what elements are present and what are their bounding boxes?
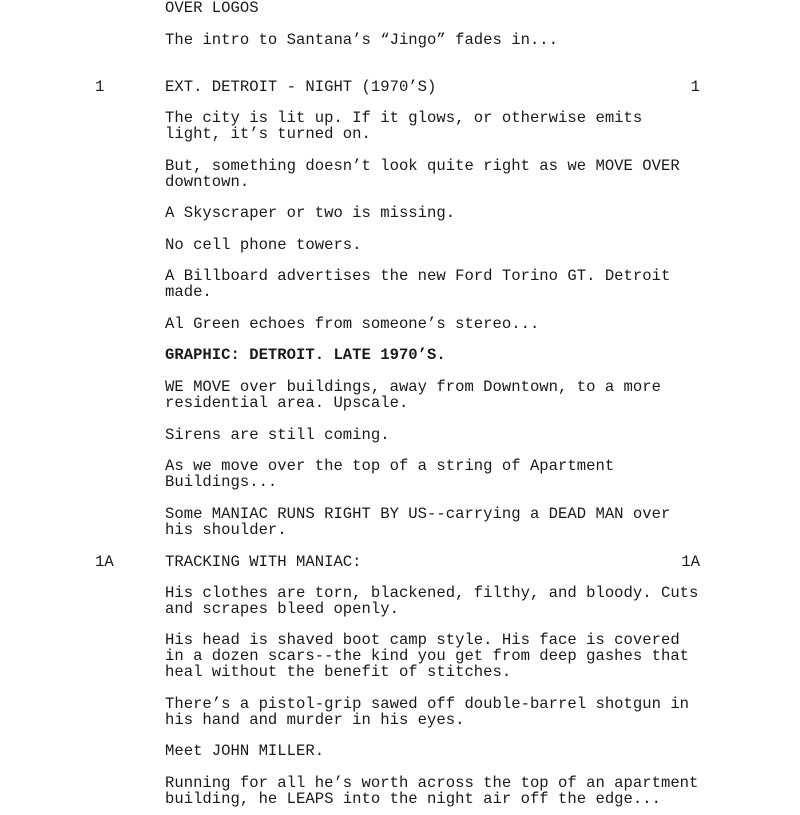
action-line: residential area. Upscale. (165, 394, 409, 412)
scene-number-right: 1 (690, 78, 700, 96)
scene-number-right: 1A (681, 553, 700, 571)
action-line: light, it’s turned on. (165, 125, 371, 143)
scene-number-left: 1A (95, 553, 114, 571)
action-line: WE MOVE over buildings, away from Downtown, to a more (165, 378, 661, 396)
action-line: The city is lit up. If it glows, or otherwise emits (165, 109, 643, 127)
action-line: A Skyscraper or two is missing. (165, 204, 456, 222)
action-line: As we move over the top of a string of Apartment (165, 457, 615, 475)
action-line: and scrapes bleed openly. (165, 600, 399, 618)
action-line: Buildings... (165, 473, 278, 491)
graphic-line: GRAPHIC: DETROIT. LATE 1970’S. (165, 346, 446, 364)
action-line: his hand and murder in his eyes. (165, 711, 465, 729)
action-line: building, he LEAPS into the night air off the edge... (165, 790, 661, 808)
action-line: No cell phone towers. (165, 236, 362, 254)
action-line: downtown. (165, 173, 250, 191)
action-line: There’s a pistol-grip sawed off double-barrel shotgun in (165, 695, 690, 713)
action-line: made. (165, 283, 212, 301)
action-line: But, something doesn’t look quite right as we MOVE OVER (165, 157, 680, 175)
action-line: Running for all he’s worth across the top of an apartment (165, 774, 699, 792)
transition-line: OVER LOGOS (165, 0, 259, 17)
action-line: his shoulder. (165, 521, 287, 539)
scene-number-left: 1 (95, 78, 105, 96)
scene-heading: TRACKING WITH MANIAC: (165, 553, 362, 571)
action-line: in a dozen scars--the kind you get from deep gashes that (165, 647, 690, 665)
action-line: His head is shaved boot camp style. His face is covered (165, 631, 680, 649)
intro-line: The intro to Santana’s “Jingo” fades in... (165, 31, 559, 49)
action-line: Sirens are still coming. (165, 426, 390, 444)
action-line: A Billboard advertises the new Ford Torino GT. Detroit (165, 267, 671, 285)
scene-heading: EXT. DETROIT - NIGHT (1970’S) (165, 78, 437, 96)
action-line: heal without the benefit of stitches. (165, 663, 512, 681)
action-line: Al Green echoes from someone’s stereo... (165, 315, 540, 333)
action-line: Some MANIAC RUNS RIGHT BY US--carrying a DEAD MAN over (165, 505, 671, 523)
action-line: His clothes are torn, blackened, filthy, and bloody. Cuts (165, 584, 699, 602)
action-line: Meet JOHN MILLER. (165, 742, 325, 760)
